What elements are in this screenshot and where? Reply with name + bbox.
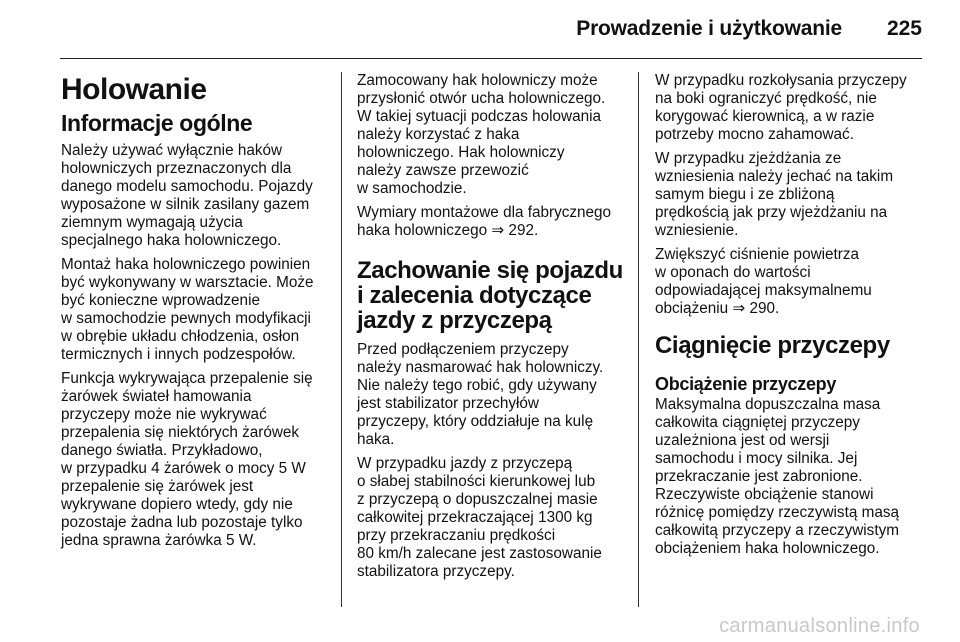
paragraph: Przed podłączeniem przyczepy należy nasmarować hak holowniczy. Nie należy tego robić, gdy używany jest stabilizator przechyłów przyczepy, który oddziałuje na kulę haka. bbox=[357, 341, 604, 448]
watermark: carmanualsonline.info bbox=[719, 615, 920, 637]
paragraph: Maksymalna dopuszczalna masa całkowita ciągniętej przyczepy uzależniona jest od wersji samochodu i mocy silnika. Jej przekraczanie jest zabronione. Rzeczywiste obciążenie stanowi różnicę pomiędzy rzeczywistą masą całkowitą przyczepy a rzeczywistym obciążeniem haka holowniczego. bbox=[655, 396, 899, 557]
column-3 bbox=[655, 72, 923, 564]
paragraph: W przypadku jazdy z przyczepą o słabej stabilności kierunkowej lub z przyczepą o dopuszczalnej masie całkowitej przekraczającej 1300 kg przy przekraczaniu prędkości 80 km/h zalecane jest zastosowanie stabilizatora przyczepy. bbox=[357, 455, 602, 580]
header-rule bbox=[60, 58, 922, 59]
section-heading-holowanie: Holowanie bbox=[61, 73, 207, 106]
section-heading-zachowanie-pojazdu: Zachowanie się pojazdu i zalecenia dotyczące jazdy z przyczepą bbox=[357, 257, 623, 334]
paragraph: Montaż haka holowniczego powinien być wykonywany w warsztacie. Może być konieczne wprowadzenie w samochodzie pewnych modyfikacji w obrębie układu chłodzenia, osłon termicznych i innych podzespołów. bbox=[61, 256, 314, 363]
subheading-informacje-ogolne: Informacje ogólne bbox=[61, 110, 253, 136]
page-number: 225 bbox=[886, 17, 922, 40]
paragraph: Zamocowany hak holowniczy może przysłonić otwór ucha holowniczego. W takiej sytuacji podczas holowania należy korzystać z haka holowniczego. Hak holowniczy należy zawsze przewozić w samochodzie. bbox=[357, 72, 606, 197]
subheading-obciazenie-przyczepy: Obciążenie przyczepy bbox=[655, 374, 837, 394]
column-2 bbox=[357, 72, 625, 587]
column-divider-2 bbox=[638, 72, 639, 607]
header-title: Prowadzenie i użytkowanie bbox=[576, 17, 842, 40]
page-header bbox=[0, 0, 960, 58]
paragraph: W przypadku rozkołysania przyczepy na boki ograniczyć prędkość, nie korygować kierownicą, a w razie potrzeby mocno zahamować. bbox=[655, 72, 907, 143]
paragraph-with-page-reference: Wymiary montażowe dla fabrycznego haka holowniczego ⇒ 292. bbox=[357, 204, 612, 239]
column-divider-1 bbox=[341, 72, 342, 607]
column-1 bbox=[61, 72, 329, 556]
paragraph: Należy używać wyłącznie haków holowniczych przeznaczonych dla danego modelu samochodu. Pojazdy wyposażone w silnik zasilany gazem ziemnym wymagają użycia specjalnego haka holowniczego. bbox=[61, 142, 313, 249]
paragraph-with-page-reference: Zwiększyć ciśnienie powietrza w oponach do wartości odpowiadającej maksymalnemu obciążeniu ⇒ 290. bbox=[655, 246, 872, 317]
section-heading-ciagniecie-przyczepy: Ciągnięcie przyczepy bbox=[655, 332, 890, 359]
paragraph: W przypadku zjeżdżania ze wzniesienia należy jechać na takim samym biegu i ze zbliżoną prędkością jak przy wjeżdżaniu na wzniesienie. bbox=[655, 150, 894, 239]
paragraph: Funkcja wykrywająca przepalenie się żarówek świateł hamowania przyczepy może nie wykrywać przepalenia się niektórych żarówek danego światła. Przykładowo, w przypadku 4 żarówek o mocy 5 W przepalenie się żarówek jest wykrywane dopiero wtedy, gdy nie pozostaje żadna lub pozostaje tylko jedna sprawna żarówka 5 W. bbox=[61, 370, 313, 549]
